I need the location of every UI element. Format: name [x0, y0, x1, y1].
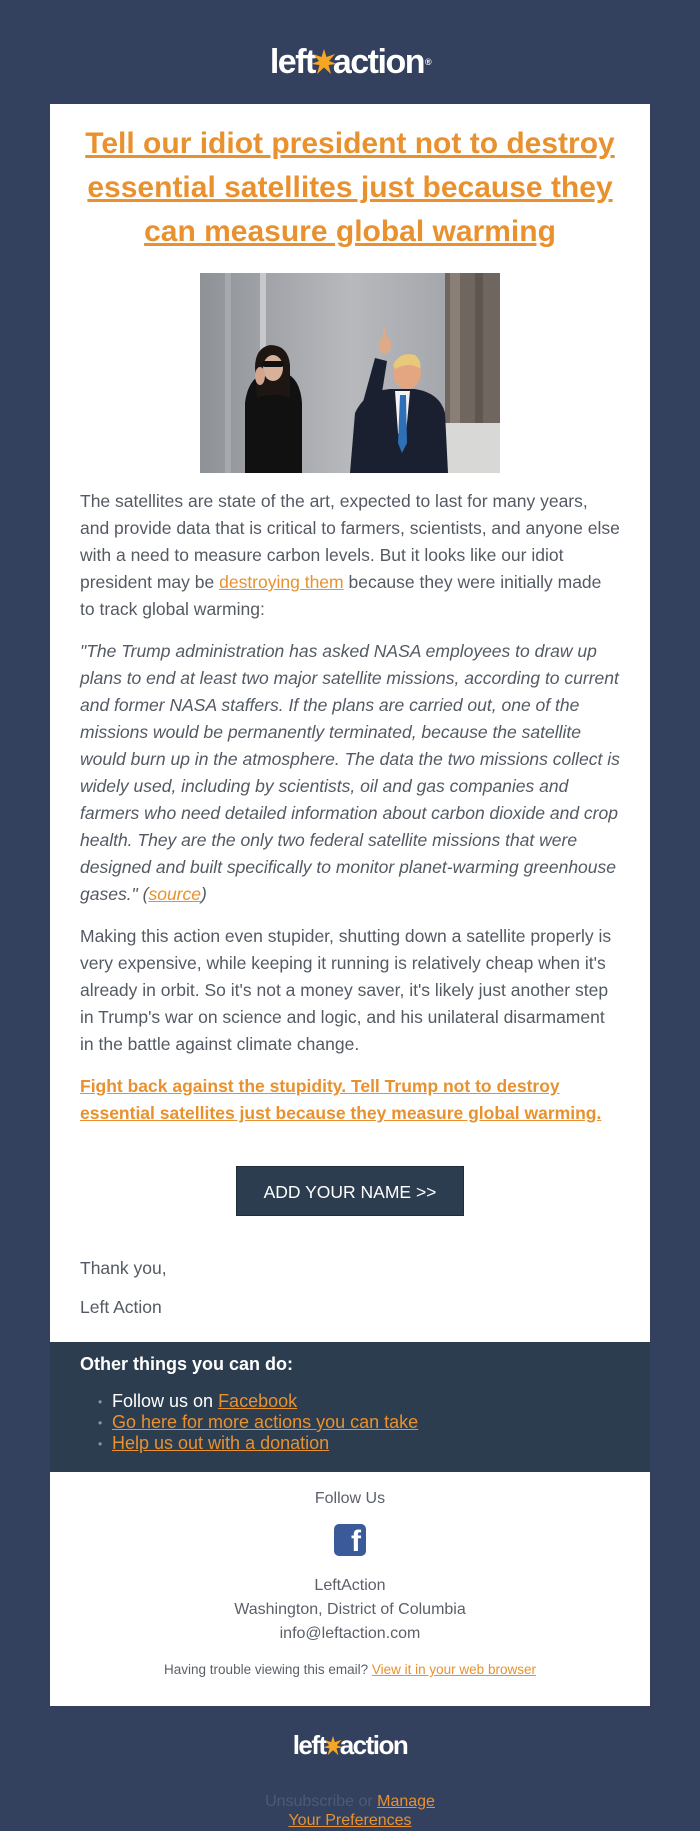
analysis-paragraph: Making this action even stupider, shutting down a satellite properly is very expensive, while keeping it running is relatively cheap when it's already in orbit. So it's not a money saver, it's likely just another step in Trump's war on science and logic, and his unilateral disarmament in the battle against climate change. [80, 926, 612, 1054]
registered-mark: ® [424, 57, 431, 67]
donation-link[interactable]: Help us out with a donation [112, 1433, 330, 1453]
quote-paragraph [80, 638, 620, 908]
address-block [50, 1574, 650, 1646]
cta-paragraph [80, 1073, 620, 1127]
leftaction-logo [270, 43, 430, 82]
email-footer [50, 1472, 650, 1706]
logo-left-word: left [269, 42, 315, 81]
facebook-link[interactable]: Facebook [218, 1391, 298, 1411]
other-actions-panel [50, 1342, 650, 1472]
thank-you-text: Thank you, [80, 1258, 167, 1278]
header-logo[interactable] [0, 0, 700, 104]
other-actions-list [80, 1391, 620, 1454]
list-item [112, 1412, 620, 1433]
follow-us-heading: Follow Us [314, 1490, 386, 1507]
view-in-browser-link[interactable]: View it in your web browser [371, 1662, 536, 1677]
facebook-icon[interactable] [334, 1524, 366, 1556]
trouble-viewing [50, 1662, 650, 1677]
follow-us-text: Follow us on [112, 1391, 219, 1411]
email-main-card [50, 104, 650, 1342]
quote-text: "The Trump administration has asked NASA employees to draw up plans to end at least two major satellite missions, according to current and former NASA staffers. If the plans are carried out, one of the missions would be permanently terminated, because the satellite would burn up in the atmosphere. The data the two missions collect is widely used, including by scientists, oil and gas companies and farmers who need detailed information about carbon dioxide and crop health. They are the only two federal satellite missions that were designed and built specifically to monitor planet-warming greenhouse gases." ( [80, 641, 620, 904]
headline [80, 122, 620, 254]
leftaction-logo-small [293, 1730, 408, 1761]
org-name: LeftAction [314, 1577, 386, 1594]
unsubscribe-text[interactable]: Unsubscribe or [265, 1793, 378, 1810]
signature-name: Left Action [80, 1297, 162, 1317]
org-city: Washington, District of Columbia [234, 1601, 466, 1618]
button-wrap [80, 1166, 620, 1216]
fight-back-link[interactable]: Fight back against the stupidity. Tell Trump not to destroy essential satellites just because they measure global warming. [80, 1076, 602, 1123]
intro-text-end: because they were initially made to track global warming: [80, 572, 602, 619]
headline-link[interactable]: Tell our idiot president not to destroy essential satellites just because they can measure global warming [85, 127, 615, 248]
list-item [112, 1391, 620, 1412]
footer-logo [0, 1730, 700, 1761]
logo-right-word: action [339, 1730, 408, 1760]
trump-photo[interactable] [200, 273, 500, 473]
other-actions-title: Other things you can do: [80, 1354, 294, 1374]
manage-link[interactable]: Manage [377, 1793, 435, 1810]
destroying-them-link[interactable]: destroying them [219, 572, 344, 592]
add-your-name-button[interactable]: ADD YOUR NAME >> [236, 1166, 464, 1216]
preferences-link[interactable]: Your Preferences [288, 1812, 412, 1829]
unsubscribe-block [0, 1792, 700, 1830]
quote-close: ) [201, 884, 207, 904]
org-email: info@leftaction.com [279, 1625, 421, 1642]
intro-text-start: The satellites are state of the art, expected to last for many years, and provide data that is critical to farmers, scientists, and anyone else with a need to measure carbon levels. But it looks like our idiot president may be [80, 491, 620, 592]
trouble-text: Having trouble viewing this email? [164, 1662, 372, 1677]
more-actions-link[interactable]: Go here for more actions you can take [112, 1412, 419, 1432]
list-item [112, 1433, 620, 1454]
source-link[interactable]: source [148, 884, 201, 904]
logo-left-word: left [292, 1730, 326, 1760]
intro-paragraph [80, 488, 620, 623]
facebook-glyph: f [351, 1525, 361, 1556]
logo-right-word: action [332, 42, 424, 81]
